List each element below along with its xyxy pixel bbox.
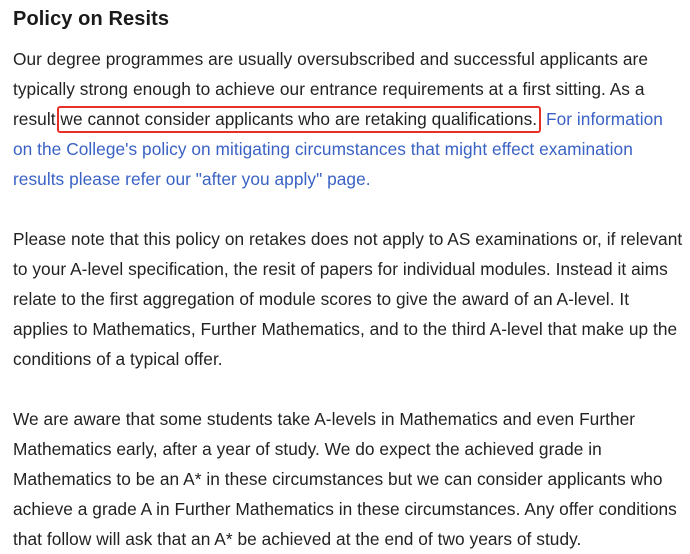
paragraph-resit-policy bbox=[13, 44, 685, 194]
paragraph-intro-text: Our degree programmes are usually oversubscribed and successful applicants are typically strong enough to achieve our entrance requirements at a first sitting. As a result bbox=[13, 49, 648, 129]
highlighted-statement: we cannot consider applicants who are retaking qualifications. bbox=[57, 106, 541, 133]
paragraph-retakes-scope: Please note that this policy on retakes does not apply to AS examinations or, if relevant to your A-level specification, the resit of papers for individual modules. Instead it aims relate to the first aggregation of module scores to give the award of an A-level. It applies to Mathematics, Further Mathematics, and to the third A-level that make up the conditions of a typical offer. bbox=[13, 229, 683, 369]
after-you-apply-link[interactable]: For information on the College's policy on mitigating circumstances that might effect examination results please refer our "after you apply" page. bbox=[13, 109, 663, 189]
paragraph-early-alevels: We are aware that some students take A-levels in Mathematics and even Further Mathematics early, after a year of study. We do expect the achieved grade in Mathematics to be an A* in these circumstances but we can consider applicants who achieve a grade A in Further Mathematics in these circumstances. Any offer conditions that follow will ask that an A* be achieved at the end of two years of study. bbox=[13, 409, 677, 549]
section-heading: Policy on Resits bbox=[13, 8, 170, 30]
policy-section bbox=[13, 0, 685, 554]
